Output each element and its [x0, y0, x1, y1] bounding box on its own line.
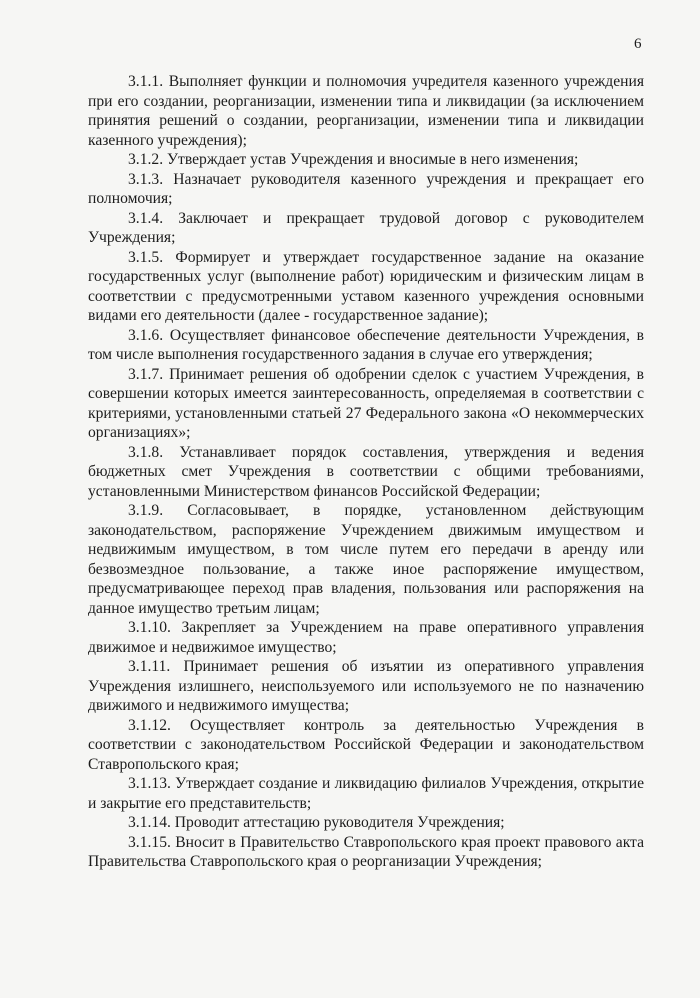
page-number: 6 [634, 36, 642, 52]
paragraph-3-1-11: 3.1.11. Принимает решения об изъятии из оперативного управления Учреждения излишнего, неиспользуемого или используемого не по назначению движимого и недвижимого имущества; [88, 658, 644, 714]
paragraph-3-1-15: 3.1.15. Вносит в Правительство Ставропольского края проект правового акта Правительства Ставропольского края о реорганизации Учреждения; [88, 833, 644, 870]
paragraph-3-1-4: 3.1.4. Заключает и прекращает трудовой договор с руководителем Учреждения; [88, 209, 644, 246]
paragraph-3-1-12: 3.1.12. Осуществляет контроль за деятельностью Учреждения в соответствии с законодательством Российской Федерации и законодательством Ставропольского края; [88, 716, 644, 773]
document-body [88, 72, 644, 872]
paragraph-3-1-10: 3.1.10. Закрепляет за Учреждением на праве оперативного управления движимое и недвижимое имущество; [88, 619, 644, 656]
paragraph-3-1-14: 3.1.14. Проводит аттестацию руководителя Учреждения; [128, 814, 505, 831]
paragraph-3-1-8: 3.1.8. Устанавливает порядок составления, утверждения и ведения бюджетных смет Учреждения в соответствии с общими требованиями, установленными Министерством финансов Российской Федерации; [88, 443, 644, 500]
paragraph-3-1-2: 3.1.2. Утверждает устав Учреждения и вносимые в него изменения; [128, 151, 579, 168]
paragraph-3-1-1: 3.1.1. Выполняет функции и полномочия учредителя казенного учреждения при его создании, реорганизации, изменении типа и ликвидации (за исключением принятия решений о создании, реорганизации, изменении типа и ликвидации казенного учреждения); [88, 73, 644, 149]
paragraph-3-1-13: 3.1.13. Утверждает создание и ликвидацию филиалов Учреждения, открытие и закрытие его представительств; [88, 775, 644, 812]
paragraph-3-1-5: 3.1.5. Формирует и утверждает государственное задание на оказание государственных услуг (выполнение работ) юридическим и физическим лицам в соответствии с предусмотренными уставом казенного учреждения основными видами его деятельности (далее - государственное задание); [88, 248, 644, 324]
paragraph-3-1-7: 3.1.7. Принимает решения об одобрении сделок с участием Учреждения, в совершении которых имеется заинтересованность, определяемая в соответствии с критериями, установленными статьей 27 Федерального закона «О некоммерческих организациях»; [88, 365, 644, 441]
paragraph-3-1-9: 3.1.9. Согласовывает, в порядке, установленном действующим законодательством, распоряжение Учреждением движимым имуществом и недвижимым имуществом, в том числе путем его передачи в аренду или безвозмездное пользование, а также иное распоряжение имуществом, предусматривающее переход прав владения, пользования или распоряжения на данное имущество третьим лицам; [88, 502, 644, 617]
paragraph-3-1-3: 3.1.3. Назначает руководителя казенного учреждения и прекращает его полномочия; [88, 170, 644, 207]
paragraph-3-1-6: 3.1.6. Осуществляет финансовое обеспечение деятельности Учреждения, в том числе выполнения государственного задания в случае его утверждения; [88, 326, 644, 363]
